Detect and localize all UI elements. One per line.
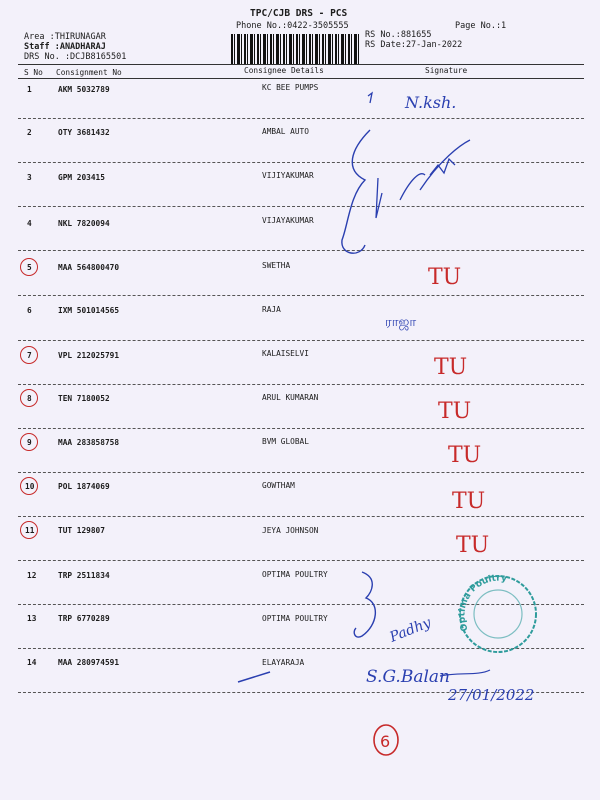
row-consignee: SWETHA	[262, 261, 291, 270]
row-sno: 13	[27, 614, 37, 623]
row-consignee: ARUL KUMARAN	[262, 393, 319, 402]
row-divider	[18, 472, 584, 473]
svg-text:Optima Poultry: Optima Poultry	[457, 573, 508, 633]
signature-row1	[368, 93, 456, 112]
row-divider	[18, 604, 584, 605]
drs-number: DRS No. :DCJB8165501	[24, 52, 127, 62]
row-divider	[18, 692, 584, 693]
row-consignee: BVM GLOBAL	[262, 437, 309, 446]
row-consignment: IXM 501014565	[58, 306, 120, 315]
row-divider	[18, 384, 584, 385]
row-consignee: AMBAL AUTO	[262, 127, 309, 136]
staff-label: Staff :ANADHARAJ	[24, 42, 106, 52]
handwritten-date: 27/01/2022	[448, 686, 535, 704]
phone-number: Phone No.:0422-3505555	[236, 21, 349, 31]
total-count: 6	[380, 732, 391, 751]
row-consignment: MAA 283858758	[58, 438, 120, 447]
page-number: Page No.:1	[455, 21, 507, 31]
svg-text:TU: TU	[434, 355, 468, 380]
row-divider	[18, 560, 584, 561]
col-sno: S No	[24, 68, 43, 77]
svg-text:TU: TU	[452, 489, 486, 514]
company-stamp	[457, 574, 536, 652]
row-consignment: TRP 2511834	[58, 571, 110, 580]
row-divider	[18, 340, 584, 341]
row-consignee: GOWTHAM	[262, 481, 295, 490]
row-sno: 3	[27, 173, 32, 182]
row-consignment: MAA 280974591	[58, 658, 120, 667]
row-divider	[18, 162, 584, 163]
row-consignment: GPM 203415	[58, 173, 105, 182]
row-divider	[18, 516, 584, 517]
row-divider	[18, 428, 584, 429]
red-circle-mark	[20, 521, 38, 539]
area-label: Area :THIRUNAGAR	[24, 32, 106, 42]
row-sno: 5	[27, 263, 32, 272]
row-consignee: RAJA	[262, 305, 281, 314]
row-consignee: OPTIMA POULTRY	[262, 570, 328, 579]
row-sno: 7	[27, 351, 32, 360]
row-sno: 11	[25, 526, 35, 535]
rs-number: RS No.:881655	[365, 30, 432, 40]
row-consignee: JEYA JOHNSON	[262, 526, 319, 535]
row-consignment: MAA 564800470	[58, 263, 120, 272]
col-signature: Signature	[425, 66, 468, 75]
signature-balan: S.G.Balan	[366, 667, 450, 687]
rs-date: RS Date:27-Jan-2022	[365, 40, 463, 50]
row-consignee: ELAYARAJA	[262, 658, 305, 667]
row-sno: 6	[27, 306, 32, 315]
row-divider	[18, 295, 584, 296]
row-sno: 2	[27, 128, 32, 137]
bracket-mark	[342, 130, 370, 253]
row-divider	[18, 206, 584, 207]
row-sno: 1	[27, 85, 32, 94]
row-consignee: KALAISELVI	[262, 349, 309, 358]
col-consignee: Consignee Details	[244, 66, 324, 75]
svg-text:TU: TU	[456, 533, 490, 558]
red-circle-mark	[20, 477, 38, 495]
red-circle-mark	[20, 346, 38, 364]
row-sno: 8	[27, 394, 32, 403]
row-consignment: VPL 212025791	[58, 351, 120, 360]
svg-text:TU: TU	[448, 443, 482, 468]
row-consignee: OPTIMA POULTRY	[262, 614, 328, 623]
row-consignee: VIJIYAKUMAR	[262, 171, 314, 180]
row-consignee: VIJAYAKUMAR	[262, 216, 314, 225]
row-sno: 9	[27, 438, 32, 447]
total-circle	[374, 725, 398, 755]
row-sno: 12	[27, 571, 37, 580]
row-sno: 10	[25, 482, 35, 491]
row-consignment: TEN 7180052	[58, 394, 110, 403]
row-sno: 4	[27, 219, 32, 228]
col-consignment: Consignment No	[56, 68, 122, 77]
stroke-row14	[238, 672, 270, 682]
header-rule-bottom	[18, 78, 584, 79]
row-sno: 14	[27, 658, 37, 667]
row-consignment: AKM 5032789	[58, 85, 110, 94]
row-divider	[18, 250, 584, 251]
red-circle-mark	[20, 433, 38, 451]
row-consignee: KC BEE PUMPS	[262, 83, 319, 92]
row-divider	[18, 118, 584, 119]
row-consignment: TUT 129807	[58, 526, 105, 535]
header-rule-top	[18, 64, 584, 65]
signature-rows-2-4	[400, 140, 470, 200]
red-circle-mark	[20, 258, 38, 276]
report-title: TPC/CJB DRS - PCS	[250, 8, 348, 19]
red-circle-mark	[20, 389, 38, 407]
bracket-mark	[376, 178, 382, 218]
tu-mark-red	[428, 265, 489, 558]
row-consignment: TRP 6770289	[58, 614, 110, 623]
row-consignment: NKL 7820094	[58, 219, 110, 228]
svg-text:N.ksh.: N.ksh.	[405, 93, 457, 112]
barcode-image	[231, 34, 361, 64]
row-divider	[18, 648, 584, 649]
row-consignment: POL 1874069	[58, 482, 110, 491]
svg-text:TU: TU	[438, 399, 472, 424]
underline-balan	[440, 670, 490, 676]
signature-rows-12-13: Padhy	[387, 614, 434, 646]
svg-text:TU: TU	[428, 265, 462, 290]
row-consignment: OTY 3681432	[58, 128, 110, 137]
signature-row6: ராஜா	[385, 315, 417, 330]
